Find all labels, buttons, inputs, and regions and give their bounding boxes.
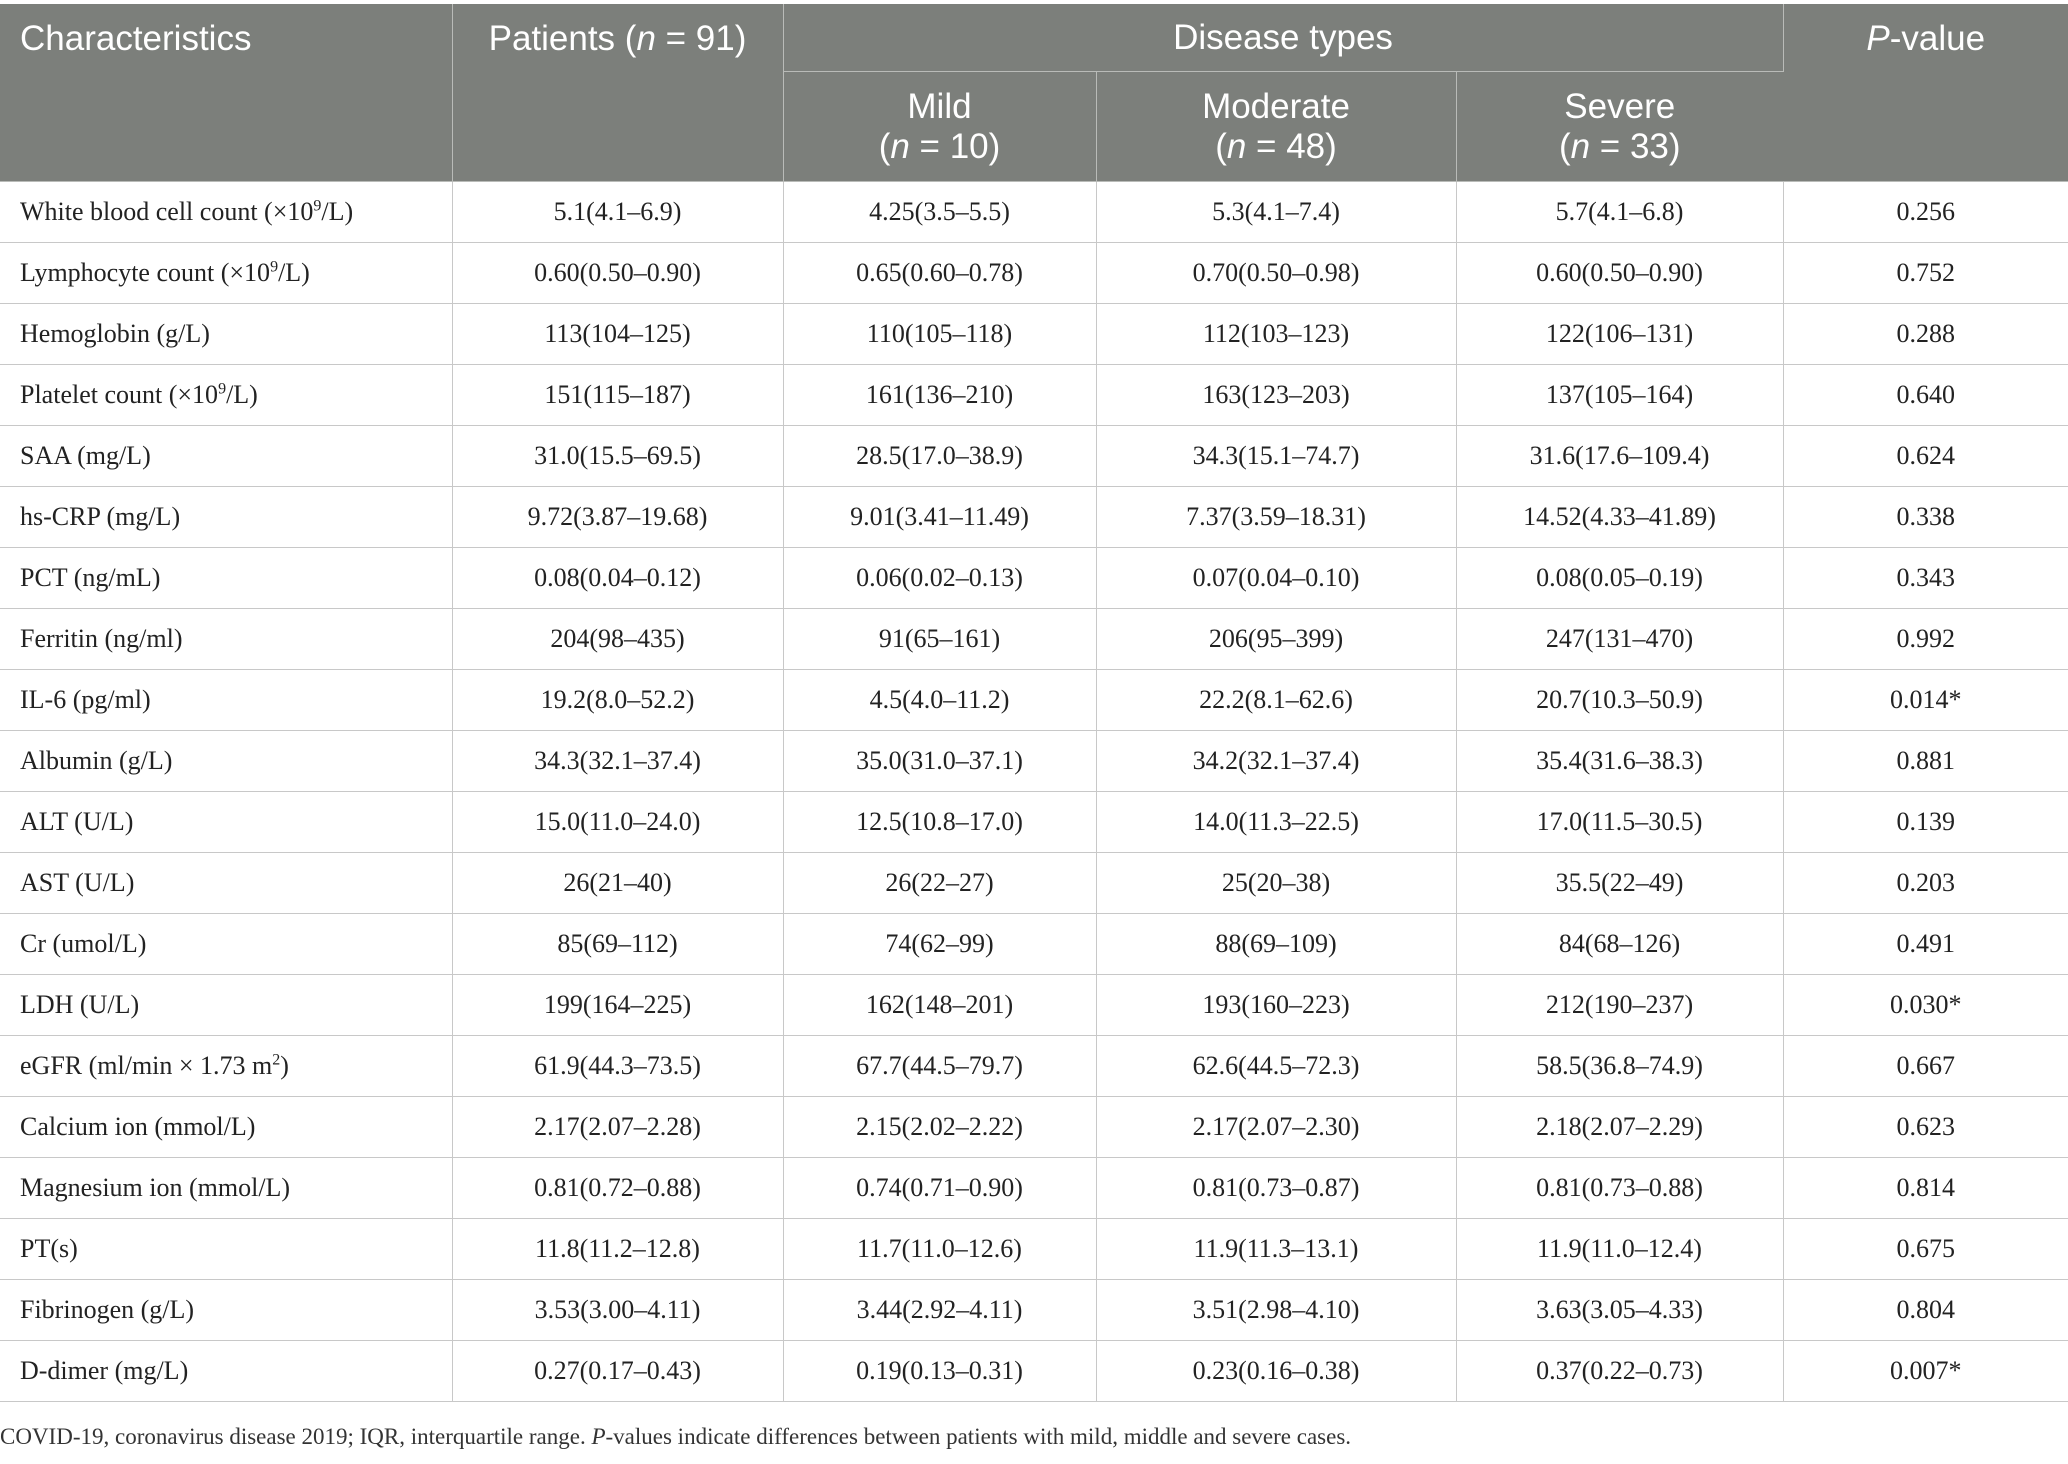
cell-severe: 212(190–237) <box>1456 975 1783 1036</box>
row-characteristic <box>0 365 452 426</box>
cell-moderate: 163(123–203) <box>1096 365 1456 426</box>
cell-moderate: 11.9(11.3–13.1) <box>1096 1219 1456 1280</box>
row-label: Lymphocyte count (×10 <box>20 258 271 287</box>
row-characteristic <box>0 1280 452 1341</box>
row-characteristic <box>0 1219 452 1280</box>
header-mild-label: Mild <box>907 86 972 126</box>
header-severe-n: n <box>1570 126 1591 166</box>
row-label-superscript: 2 <box>272 1051 281 1069</box>
table-footnote <box>0 1424 1351 1450</box>
row-characteristic <box>0 792 452 853</box>
row-characteristic <box>0 487 452 548</box>
cell-severe: 20.7(10.3–50.9) <box>1456 670 1783 731</box>
row-label: LDH (U/L) <box>20 990 140 1019</box>
cell-moderate: 88(69–109) <box>1096 914 1456 975</box>
row-label: Ferritin (ng/ml) <box>20 624 183 653</box>
cell-severe: 137(105–164) <box>1456 365 1783 426</box>
row-label: SAA (mg/L) <box>20 441 151 470</box>
table-row <box>0 792 2068 853</box>
cell-moderate: 22.2(8.1–62.6) <box>1096 670 1456 731</box>
header-mild-n-suffix: = 10) <box>909 126 1001 166</box>
cell-severe: 58.5(36.8–74.9) <box>1456 1036 1783 1097</box>
cell-mild: 4.5(4.0–11.2) <box>783 670 1096 731</box>
table-row <box>0 182 2068 243</box>
table-row <box>0 1280 2068 1341</box>
cell-p: 0.338 <box>1783 487 2068 548</box>
cell-mild: 3.44(2.92–4.11) <box>783 1280 1096 1341</box>
row-label: White blood cell count (×10 <box>20 197 314 226</box>
table-row <box>0 853 2068 914</box>
cell-severe: 122(106–131) <box>1456 304 1783 365</box>
cell-p: 0.491 <box>1783 914 2068 975</box>
row-characteristic <box>0 1097 452 1158</box>
cell-mild: 162(148–201) <box>783 975 1096 1036</box>
cell-moderate: 62.6(44.5–72.3) <box>1096 1036 1456 1097</box>
table-body <box>0 182 2068 1402</box>
cell-severe: 17.0(11.5–30.5) <box>1456 792 1783 853</box>
header-moderate <box>1096 72 1456 182</box>
cell-p: 0.343 <box>1783 548 2068 609</box>
cell-moderate: 5.3(4.1–7.4) <box>1096 182 1456 243</box>
header-severe <box>1456 72 1783 182</box>
row-label: Albumin (g/L) <box>20 746 173 775</box>
cell-moderate: 34.3(15.1–74.7) <box>1096 426 1456 487</box>
row-label-suffix: /L) <box>278 258 310 287</box>
cell-patients: 11.8(11.2–12.8) <box>452 1219 783 1280</box>
table-row <box>0 548 2068 609</box>
header-patients-n: n <box>636 19 656 58</box>
header-severe-label: Severe <box>1564 86 1676 126</box>
cell-patients: 0.27(0.17–0.43) <box>452 1341 783 1402</box>
table-row <box>0 1341 2068 1402</box>
table-header <box>0 4 2068 182</box>
cell-mild: 74(62–99) <box>783 914 1096 975</box>
row-characteristic <box>0 975 452 1036</box>
row-label: Hemoglobin (g/L) <box>20 319 210 348</box>
row-label: Calcium ion (mmol/L) <box>20 1112 256 1141</box>
cell-severe: 0.81(0.73–0.88) <box>1456 1158 1783 1219</box>
footnote-p: P <box>591 1424 606 1449</box>
table-row <box>0 1097 2068 1158</box>
footnote-part2: -values indicate differences between patients with mild, middle and severe cases. <box>605 1424 1352 1449</box>
row-label: IL-6 (pg/ml) <box>20 685 151 714</box>
header-pvalue-suffix: -value <box>1889 19 1986 58</box>
cell-moderate: 14.0(11.3–22.5) <box>1096 792 1456 853</box>
cell-mild: 0.74(0.71–0.90) <box>783 1158 1096 1219</box>
cell-moderate: 25(20–38) <box>1096 853 1456 914</box>
cell-p: 0.814 <box>1783 1158 2068 1219</box>
cell-moderate: 112(103–123) <box>1096 304 1456 365</box>
cell-patients: 2.17(2.07–2.28) <box>452 1097 783 1158</box>
cell-p: 0.203 <box>1783 853 2068 914</box>
header-row-1 <box>0 4 2068 72</box>
header-mild <box>783 72 1096 182</box>
row-label: PCT (ng/mL) <box>20 563 161 592</box>
cell-p: 0.030* <box>1783 975 2068 1036</box>
cell-moderate: 34.2(32.1–37.4) <box>1096 731 1456 792</box>
row-characteristic <box>0 853 452 914</box>
cell-patients: 113(104–125) <box>452 304 783 365</box>
header-moderate-label: Moderate <box>1202 86 1350 126</box>
row-label: ALT (U/L) <box>20 807 134 836</box>
cell-p: 0.881 <box>1783 731 2068 792</box>
cell-patients: 34.3(32.1–37.4) <box>452 731 783 792</box>
cell-mild: 161(136–210) <box>783 365 1096 426</box>
cell-mild: 28.5(17.0–38.9) <box>783 426 1096 487</box>
cell-patients: 204(98–435) <box>452 609 783 670</box>
row-label: PT(s) <box>20 1234 78 1263</box>
cell-patients: 3.53(3.00–4.11) <box>452 1280 783 1341</box>
header-pvalue <box>1783 4 2068 182</box>
cell-severe: 84(68–126) <box>1456 914 1783 975</box>
cell-patients: 151(115–187) <box>452 365 783 426</box>
cell-mild: 2.15(2.02–2.22) <box>783 1097 1096 1158</box>
cell-mild: 4.25(3.5–5.5) <box>783 182 1096 243</box>
cell-patients: 85(69–112) <box>452 914 783 975</box>
cell-p: 0.675 <box>1783 1219 2068 1280</box>
cell-moderate: 0.70(0.50–0.98) <box>1096 243 1456 304</box>
cell-patients: 31.0(15.5–69.5) <box>452 426 783 487</box>
row-label-superscript: 9 <box>270 258 279 276</box>
row-characteristic <box>0 1036 452 1097</box>
table-row <box>0 304 2068 365</box>
footnote-part1: COVID-19, coronavirus disease 2019; IQR, interquartile range. <box>0 1424 592 1449</box>
table-row <box>0 1036 2068 1097</box>
row-characteristic <box>0 1341 452 1402</box>
row-characteristic <box>0 1158 452 1219</box>
cell-patients: 0.08(0.04–0.12) <box>452 548 783 609</box>
row-characteristic <box>0 914 452 975</box>
cell-moderate: 7.37(3.59–18.31) <box>1096 487 1456 548</box>
lab-results-table <box>0 4 2068 1402</box>
cell-p: 0.992 <box>1783 609 2068 670</box>
row-label-superscript: 9 <box>313 197 322 215</box>
cell-p: 0.667 <box>1783 1036 2068 1097</box>
cell-moderate: 3.51(2.98–4.10) <box>1096 1280 1456 1341</box>
row-characteristic <box>0 182 452 243</box>
cell-mild: 26(22–27) <box>783 853 1096 914</box>
cell-mild: 35.0(31.0–37.1) <box>783 731 1096 792</box>
cell-p: 0.752 <box>1783 243 2068 304</box>
cell-moderate: 0.81(0.73–0.87) <box>1096 1158 1456 1219</box>
table-row <box>0 670 2068 731</box>
header-moderate-n: n <box>1226 126 1247 166</box>
header-characteristics: Characteristics <box>0 4 452 182</box>
cell-severe: 31.6(17.6–109.4) <box>1456 426 1783 487</box>
header-severe-n-prefix: ( <box>1558 126 1571 166</box>
row-characteristic <box>0 243 452 304</box>
cell-patients: 0.60(0.50–0.90) <box>452 243 783 304</box>
cell-patients: 15.0(11.0–24.0) <box>452 792 783 853</box>
table-row <box>0 243 2068 304</box>
row-label: eGFR (ml/min × 1.73 m <box>20 1051 273 1080</box>
cell-severe: 2.18(2.07–2.29) <box>1456 1097 1783 1158</box>
cell-severe: 11.9(11.0–12.4) <box>1456 1219 1783 1280</box>
cell-p: 0.640 <box>1783 365 2068 426</box>
table-row <box>0 975 2068 1036</box>
row-label-suffix: /L) <box>321 197 354 226</box>
cell-patients: 5.1(4.1–6.9) <box>452 182 783 243</box>
row-characteristic <box>0 670 452 731</box>
cell-mild: 12.5(10.8–17.0) <box>783 792 1096 853</box>
cell-mild: 67.7(44.5–79.7) <box>783 1036 1096 1097</box>
row-label-suffix: /L) <box>226 380 258 409</box>
row-label: Magnesium ion (mmol/L) <box>20 1173 291 1202</box>
table-row <box>0 487 2068 548</box>
cell-severe: 35.4(31.6–38.3) <box>1456 731 1783 792</box>
header-mild-n: n <box>890 126 910 166</box>
header-moderate-n-suffix: = 48) <box>1246 126 1337 166</box>
row-label: Fibrinogen (g/L) <box>20 1295 195 1324</box>
header-patients <box>452 4 783 182</box>
cell-severe: 35.5(22–49) <box>1456 853 1783 914</box>
cell-patients: 26(21–40) <box>452 853 783 914</box>
cell-mild: 0.06(0.02–0.13) <box>783 548 1096 609</box>
table-row <box>0 731 2068 792</box>
table-row <box>0 426 2068 487</box>
row-label: Platelet count (×10 <box>20 380 219 409</box>
row-characteristic <box>0 426 452 487</box>
header-severe-n-suffix: = 33) <box>1590 126 1681 166</box>
cell-mild: 0.19(0.13–0.31) <box>783 1341 1096 1402</box>
cell-severe: 14.52(4.33–41.89) <box>1456 487 1783 548</box>
cell-p: 0.139 <box>1783 792 2068 853</box>
cell-p: 0.288 <box>1783 304 2068 365</box>
cell-severe: 0.08(0.05–0.19) <box>1456 548 1783 609</box>
cell-p: 0.804 <box>1783 1280 2068 1341</box>
cell-patients: 61.9(44.3–73.5) <box>452 1036 783 1097</box>
cell-severe: 5.7(4.1–6.8) <box>1456 182 1783 243</box>
header-disease-types: Disease types <box>783 4 1783 72</box>
header-mild-n-prefix: ( <box>878 126 891 166</box>
cell-p: 0.014* <box>1783 670 2068 731</box>
cell-moderate: 206(95–399) <box>1096 609 1456 670</box>
cell-moderate: 193(160–223) <box>1096 975 1456 1036</box>
cell-patients: 199(164–225) <box>452 975 783 1036</box>
table-row <box>0 914 2068 975</box>
cell-mild: 91(65–161) <box>783 609 1096 670</box>
header-pvalue-p: P <box>1866 19 1890 58</box>
table-row <box>0 1158 2068 1219</box>
cell-severe: 247(131–470) <box>1456 609 1783 670</box>
cell-mild: 11.7(11.0–12.6) <box>783 1219 1096 1280</box>
cell-moderate: 2.17(2.07–2.30) <box>1096 1097 1456 1158</box>
row-characteristic <box>0 609 452 670</box>
cell-p: 0.624 <box>1783 426 2068 487</box>
cell-mild: 0.65(0.60–0.78) <box>783 243 1096 304</box>
cell-severe: 3.63(3.05–4.33) <box>1456 1280 1783 1341</box>
cell-moderate: 0.07(0.04–0.10) <box>1096 548 1456 609</box>
table-row <box>0 609 2068 670</box>
cell-severe: 0.60(0.50–0.90) <box>1456 243 1783 304</box>
row-label-superscript: 9 <box>218 380 227 398</box>
row-characteristic <box>0 548 452 609</box>
header-patients-prefix: Patients ( <box>488 19 637 58</box>
cell-p: 0.007* <box>1783 1341 2068 1402</box>
table-row <box>0 365 2068 426</box>
cell-mild: 9.01(3.41–11.49) <box>783 487 1096 548</box>
row-label: D-dimer (mg/L) <box>20 1356 189 1385</box>
cell-patients: 0.81(0.72–0.88) <box>452 1158 783 1219</box>
row-characteristic <box>0 304 452 365</box>
row-label-suffix: ) <box>280 1051 289 1080</box>
cell-moderate: 0.23(0.16–0.38) <box>1096 1341 1456 1402</box>
row-label: AST (U/L) <box>20 868 135 897</box>
row-characteristic <box>0 731 452 792</box>
cell-p: 0.623 <box>1783 1097 2068 1158</box>
cell-patients: 19.2(8.0–52.2) <box>452 670 783 731</box>
cell-severe: 0.37(0.22–0.73) <box>1456 1341 1783 1402</box>
cell-patients: 9.72(3.87–19.68) <box>452 487 783 548</box>
header-moderate-n-prefix: ( <box>1215 126 1227 166</box>
table-row <box>0 1219 2068 1280</box>
row-label: hs-CRP (mg/L) <box>20 502 181 531</box>
cell-p: 0.256 <box>1783 182 2068 243</box>
cell-mild: 110(105–118) <box>783 304 1096 365</box>
row-label: Cr (umol/L) <box>20 929 147 958</box>
header-patients-suffix: = 91) <box>655 19 747 58</box>
